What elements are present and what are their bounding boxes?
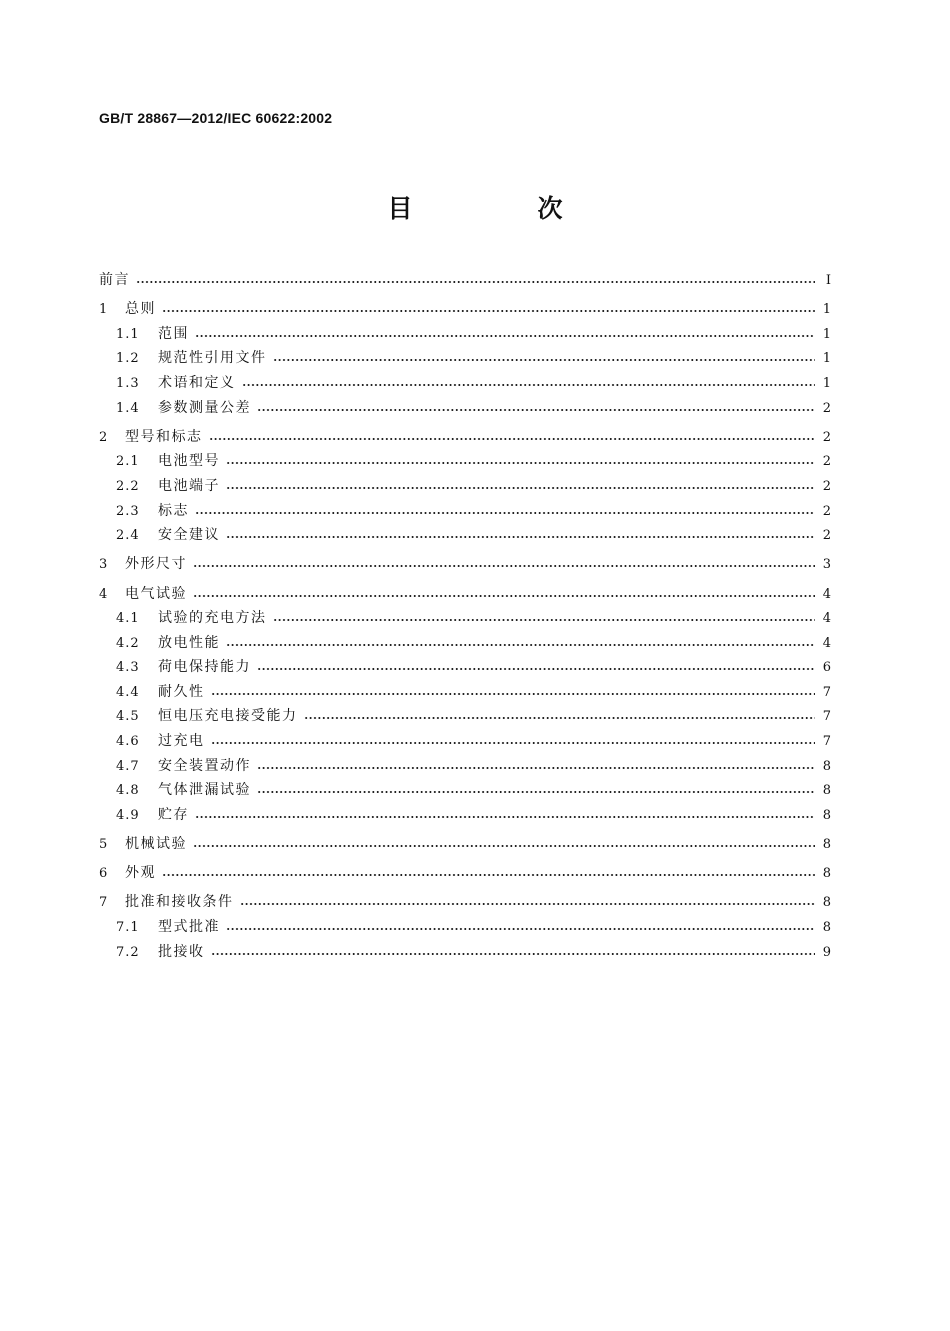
toc-entry-title: 型式批准 — [158, 919, 220, 935]
toc-entry-title: 型号和标志 — [125, 428, 203, 445]
toc-entry-title: 气体泄漏试验 — [158, 782, 251, 799]
toc-entry-number: 7.1 — [116, 920, 140, 935]
dot-leader — [226, 635, 815, 649]
dot-leader — [257, 400, 815, 414]
toc-entry-page: 7 — [822, 709, 831, 725]
toc-entry[interactable] — [99, 730, 831, 755]
dot-leader — [226, 527, 815, 541]
toc-entry-page: 1 — [822, 351, 831, 367]
toc-entry-title: 安全建议 — [158, 527, 220, 544]
toc-entry-page: 1 — [822, 302, 831, 318]
toc-entry-number: 1 — [99, 302, 109, 318]
dot-leader — [193, 836, 815, 850]
toc-entry[interactable] — [99, 323, 831, 348]
toc-entry-page: 4 — [822, 635, 831, 651]
toc-entry[interactable] — [99, 298, 831, 323]
dot-leader — [209, 429, 816, 443]
toc-title: 目 次 — [387, 194, 613, 223]
toc-entry-page: 9 — [822, 944, 831, 960]
toc-entry-title: 外观 — [125, 865, 156, 882]
dot-leader — [162, 865, 815, 879]
toc-entry[interactable] — [99, 941, 831, 966]
toc-entry-page: 2 — [822, 429, 831, 445]
toc-entry-page: 4 — [822, 611, 831, 627]
toc-entry-number: 4.2 — [116, 635, 140, 651]
toc-entry-title: 外形尺寸 — [125, 556, 187, 573]
toc-entry-page: 8 — [822, 866, 831, 882]
toc-entry-number: 3 — [99, 557, 109, 573]
dot-leader — [211, 733, 816, 747]
toc-entry-number: 4.7 — [116, 758, 140, 774]
toc-entry-page: Ⅰ — [825, 273, 831, 288]
toc-entry-title: 术语和定义 — [158, 374, 236, 391]
toc-entry-page: 1 — [822, 375, 831, 391]
toc-entry-number: 4.3 — [116, 660, 140, 676]
toc-entry-number: 4.6 — [116, 734, 140, 750]
toc-entry-number: 7 — [99, 895, 109, 911]
toc-entry[interactable] — [99, 916, 831, 941]
toc-entry-title: 机械试验 — [125, 836, 187, 853]
toc-entry[interactable] — [99, 553, 831, 578]
toc-entry-title: 恒电压充电接受能力 — [158, 708, 298, 725]
toc-entry-title: 电池端子 — [158, 477, 220, 494]
toc-entry-number: 1.2 — [116, 351, 140, 367]
toc-entry[interactable] — [99, 347, 831, 372]
toc-entry[interactable] — [99, 656, 831, 681]
toc-entry-number: 4.4 — [116, 684, 140, 700]
dot-leader — [304, 708, 816, 722]
toc-entry-number: 5 — [99, 837, 109, 853]
toc-entry-title: 过充电 — [158, 733, 205, 750]
toc-entry[interactable] — [99, 862, 831, 887]
toc-entry-page: 8 — [822, 895, 831, 911]
toc-entry[interactable] — [99, 804, 831, 829]
toc-entry[interactable] — [99, 779, 831, 804]
toc-entry-number: 2.1 — [116, 454, 140, 470]
toc-entry-number: 1.1 — [116, 326, 140, 342]
dot-leader — [226, 919, 815, 933]
toc-entry-page: 3 — [822, 557, 831, 573]
toc-entry-title: 批接收 — [158, 943, 205, 960]
toc-entry-title: 试验的充电方法 — [158, 610, 267, 627]
toc-entry[interactable] — [99, 500, 831, 525]
toc-entry-number: 7.2 — [116, 944, 140, 960]
standard-code: GB/T 28867—2012/IEC 60622:2002 — [99, 110, 333, 126]
toc-entry-number: 4.8 — [116, 783, 140, 799]
dot-leader — [273, 350, 816, 364]
toc-entry[interactable] — [99, 372, 831, 397]
toc-entry[interactable] — [99, 632, 831, 657]
toc-entry-page: 4 — [822, 586, 831, 602]
dot-leader — [136, 272, 815, 286]
toc-entry-title: 前言 — [99, 272, 130, 288]
toc-entry-page: 8 — [822, 920, 831, 935]
toc-entry[interactable] — [99, 583, 831, 608]
toc-entry-number: 2.2 — [116, 478, 140, 494]
toc-entry-number: 2.3 — [116, 503, 140, 519]
toc-entry-title: 范围 — [158, 325, 189, 342]
toc-entry[interactable] — [99, 681, 831, 706]
toc-entry[interactable] — [99, 426, 831, 451]
toc-entry-title: 耐久性 — [158, 683, 205, 700]
toc-entry-title: 电气试验 — [125, 585, 187, 602]
toc-entry-number: 4 — [99, 586, 109, 602]
toc-entry-number: 4.5 — [116, 709, 140, 725]
toc-entry-number: 2 — [99, 429, 109, 445]
dot-leader — [273, 610, 816, 624]
dot-leader — [257, 782, 815, 796]
toc-entry[interactable] — [99, 607, 831, 632]
toc-entry[interactable] — [99, 269, 831, 294]
toc-entry-page: 2 — [822, 503, 831, 519]
toc-entry-page: 8 — [822, 807, 831, 823]
toc-entry[interactable] — [99, 833, 831, 858]
toc-entry-page: 8 — [822, 837, 831, 853]
toc-entry-page: 2 — [822, 528, 831, 544]
toc-entry[interactable] — [99, 475, 831, 500]
dot-leader — [195, 326, 815, 340]
toc-entry-number: 1.3 — [116, 375, 140, 391]
dot-leader — [257, 758, 815, 772]
toc-entry-page: 2 — [822, 400, 831, 416]
toc-entry-title: 荷电保持能力 — [158, 659, 251, 676]
toc-entry-title: 安全装置动作 — [158, 757, 251, 774]
toc-entry-title: 总则 — [125, 301, 156, 318]
toc-entry[interactable] — [99, 891, 831, 916]
toc-entry[interactable] — [99, 755, 831, 780]
toc-entry-number: 1.4 — [116, 400, 140, 416]
toc-entry-page: 7 — [822, 684, 831, 700]
toc-entry-page: 8 — [822, 758, 831, 774]
dot-leader — [257, 659, 815, 673]
dot-leader — [211, 684, 816, 698]
toc-entry[interactable] — [99, 450, 831, 475]
dot-leader — [226, 478, 815, 492]
dot-leader — [242, 375, 816, 389]
toc-entry-title: 规范性引用文件 — [158, 350, 267, 367]
table-of-contents — [99, 269, 831, 965]
toc-entry-page: 8 — [822, 783, 831, 799]
dot-leader — [226, 453, 815, 467]
toc-entry[interactable] — [99, 524, 831, 549]
toc-entry-number: 6 — [99, 866, 109, 882]
toc-entry-title: 电池型号 — [158, 453, 220, 470]
toc-entry-title: 放电性能 — [158, 634, 220, 651]
dot-leader — [162, 301, 815, 315]
toc-entry-number: 4.9 — [116, 807, 140, 823]
dot-leader — [195, 503, 815, 517]
dot-leader — [240, 894, 816, 908]
toc-entry-title: 贮存 — [158, 806, 189, 823]
toc-entry-page: 7 — [822, 734, 831, 750]
toc-entry-page: 6 — [822, 660, 831, 676]
toc-entry[interactable] — [99, 705, 831, 730]
toc-entry-page: 2 — [822, 454, 831, 470]
toc-entry[interactable] — [99, 397, 831, 422]
toc-entry-title: 标志 — [158, 502, 189, 519]
dot-leader — [211, 944, 816, 958]
dot-leader — [193, 556, 815, 570]
toc-entry-number: 2.4 — [116, 528, 140, 544]
dot-leader — [195, 807, 815, 821]
toc-entry-page: 1 — [822, 326, 831, 342]
toc-entry-number: 4.1 — [116, 611, 140, 627]
toc-entry-page: 2 — [822, 478, 831, 494]
dot-leader — [193, 586, 815, 600]
toc-entry-title: 批准和接收条件 — [125, 894, 234, 911]
toc-entry-title: 参数测量公差 — [158, 399, 251, 416]
